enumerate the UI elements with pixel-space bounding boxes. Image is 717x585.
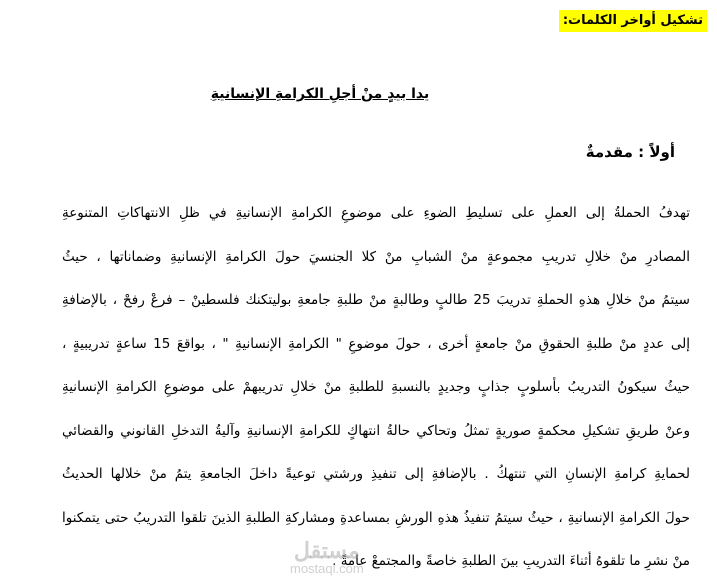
watermark-latin: mostaql.com bbox=[290, 561, 364, 576]
paragraph-line: حيثُ سيكونُ التدريبُ بأسلوبٍ جذابٍ وجديدٍ بالنسبةِ للطلبةِ منْ خلالِ تدريبهمْ على موضوعِ الكرامةِ الإنسانيةِ bbox=[62, 379, 690, 395]
body-paragraph bbox=[62, 192, 690, 584]
watermark-arabic: مستقل bbox=[293, 538, 360, 563]
paragraph-line: منْ نشرِ ما تلقوهُ أثناءَ التدريبِ بينَ الطلبةِ خاصةً والمجتمعْ عامةً . bbox=[332, 553, 690, 569]
paragraph-line: حولَ الكرامةِ الإنسانيةِ ، حيثُ سيتمُ تنفيذُ هذهِ الورشِ بمساعدةِ ومشاركةِ الطلبةِ الذينَ تلقوا التدريبُ حتى يتمكنوا bbox=[62, 509, 690, 526]
paragraph-line: وعنْ طريقِ تشكيلِ محكمةٍ صوريةٍ تمثلُ وتحاكي حالةُ انتهاكٍ للكرامةِ الإنسانيةِ وآليةُ التدخلِ القانوني والقضائي bbox=[62, 422, 690, 439]
paragraph-line: تهدفُ الحملةُ إلى العملِ على تسليطِ الضوءِ على موضوعِ الكرامةِ الإنسانيةِ في ظلِ الانتهاكاتِ المتنوعةِ bbox=[62, 205, 690, 221]
paragraph-line: سيتمُ منْ خلالِ هذهِ الحملةِ تدريبَ 25 طالبٍ وطالبةٍ منْ طلبةِ جامعةِ بوليتكنك فلسطينْ – فرعْ رفحْ ، بالإضافةِ bbox=[62, 292, 690, 308]
paragraph-line: إلى عددٍ منْ طلبةِ الحقوقِ منْ جامعةٍ أخرى ، حولَ موضوعِ " الكرامةِ الإنسانيةِ " ، بواقعَ 15 ساعةٍ تدريبيةٍ ، bbox=[62, 335, 690, 352]
paragraph-line: المصادرِ منْ خلالِ تدريبِ مجموعةٍ منْ الشبابِ منْ كلا الجنسيَ حولَ الكرامةِ الإنسانيةِ وضماناتها ، حيثُ bbox=[62, 248, 690, 265]
section-heading: أولاً : مقدمةٌ bbox=[585, 143, 675, 161]
watermark bbox=[290, 540, 364, 575]
document-title: يدا بيدٍ منْ أجلِ الكرامةِ الإنسانيةِ bbox=[210, 86, 430, 102]
paragraph-line: لحمايةِ كرامةِ الإنسانِ التي تنتهكُ . بالإضافةِ إلى تنفيذِ ورشتي توعيةً داخلَ الجامعةِ يتمُ منْ خلالها الحديثُ bbox=[62, 466, 690, 482]
highlighted-heading: تشكيل أواخر الكلمات: bbox=[559, 10, 707, 32]
